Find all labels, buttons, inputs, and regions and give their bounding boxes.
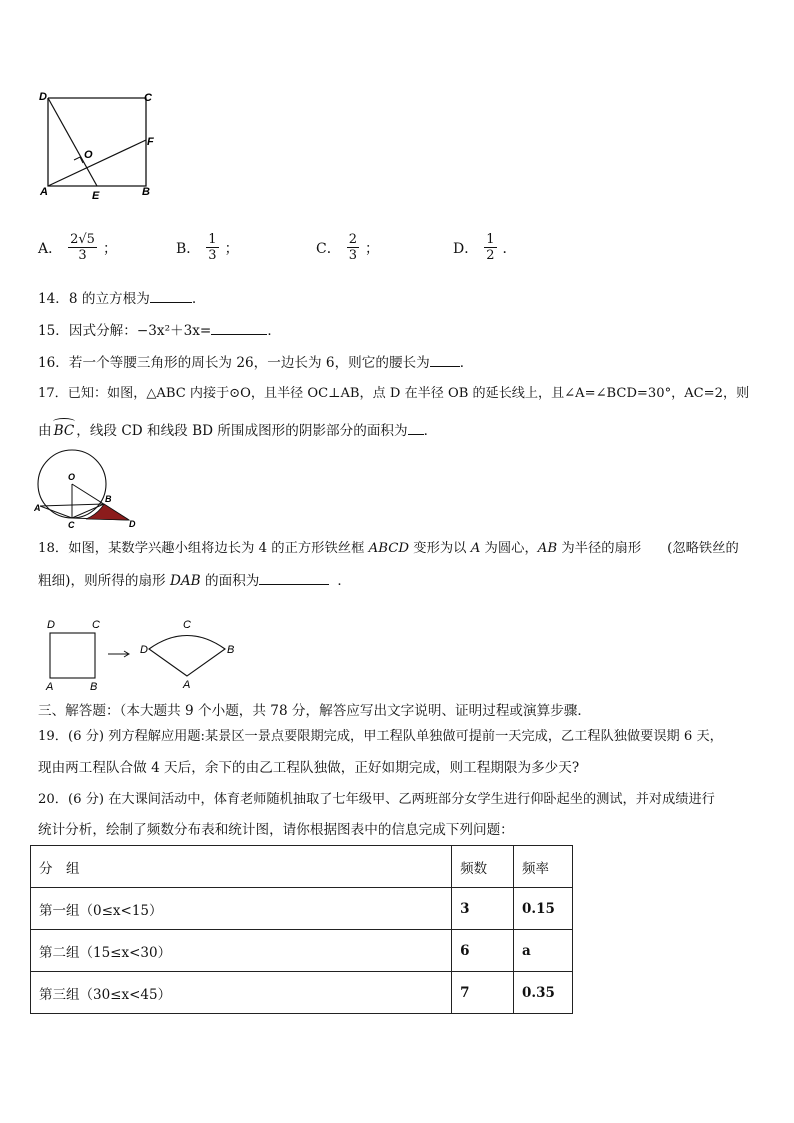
square-outline — [48, 98, 146, 186]
question-18-text-g: 的面积为 — [200, 573, 260, 589]
question-17-text: ，线段 CD 和线段 BD 所围成图形的阴影部分的面积为 — [76, 423, 408, 439]
arc-BC — [52, 421, 77, 441]
question-18-text-b: 变形为以 — [409, 541, 471, 556]
sector-label-B: B — [227, 644, 235, 656]
label-B: B — [142, 186, 150, 198]
option-b-end: ； — [224, 240, 239, 257]
shaded-region — [86, 504, 129, 520]
option-a-end: ； — [102, 240, 117, 257]
square-label-B: B — [90, 681, 98, 693]
label-C: C — [144, 92, 152, 104]
question-20-line-1: 20．(6 分) 在大课间活动中，体育老师随机抽取了七年级甲、乙两班部分女学生进行仰卧起坐的测试，并对成绩进行 — [38, 792, 715, 807]
question-19-line-2: 现由两工程队合做 4 天后，余下的由乙工程队独做，正好如期完成，则工程期限为多少天? — [38, 760, 580, 776]
question-18-text-f: 粗细)，则所得的扇形 — [38, 573, 170, 589]
table-header-row — [31, 846, 573, 888]
sector-label-D: D — [140, 644, 148, 656]
label-O: O — [84, 149, 93, 161]
question-17-line-2 — [38, 420, 437, 441]
label-A: A — [34, 503, 41, 513]
answer-blank-16[interactable] — [430, 352, 460, 367]
sector-label-A: A — [183, 679, 191, 691]
option-b-letter: B． — [176, 240, 201, 257]
segment-AF — [48, 140, 146, 186]
label-D: D — [129, 519, 136, 529]
option-d-numerator: 1 — [486, 232, 495, 247]
header-rate: 频率 — [514, 846, 573, 888]
question-20-line-2: 统计分析，绘制了频数分布表和统计图，请你根据图表中的信息完成下列问题： — [38, 822, 514, 838]
label-O: O — [68, 472, 76, 482]
dab-label: DAB — [169, 573, 201, 589]
question-18-text-a: 18．如图，某数学兴趣小组将边长为 4 的正方形铁丝框 — [38, 541, 369, 556]
arc-BC-label: BC — [53, 423, 75, 439]
label-E: E — [92, 190, 100, 202]
segment-AC — [40, 506, 72, 518]
table-cell-frequency: 7 — [452, 972, 514, 1014]
table-row — [31, 930, 573, 972]
question-15 — [38, 320, 281, 341]
option-d-end: ． — [502, 240, 517, 257]
question-18-text-e: (忽略铁丝的 — [667, 541, 739, 556]
square-to-sector-figure — [38, 614, 238, 694]
option-b[interactable] — [176, 232, 239, 263]
square-label-A: A — [46, 681, 54, 693]
question-14-end: . — [191, 291, 197, 307]
question-17-prefix: 由 — [38, 423, 52, 439]
answer-blank-18[interactable] — [259, 570, 329, 585]
question-18-text-c: 为圆心， — [480, 541, 538, 556]
question-17-line-1: 17．已知：如图，△ABC 内接于⊙O，且半径 OC⊥AB，点 D 在半径 OB 的延长线上，且∠A=∠BCD=30°，AC=2，则 — [38, 386, 750, 401]
question-16-end: ． — [459, 355, 474, 371]
question-16 — [38, 352, 473, 373]
arc-BC-mark — [53, 418, 76, 425]
answer-blank-14[interactable] — [150, 288, 192, 303]
question-18-text-d: 为半径的扇形 — [557, 541, 642, 556]
question-14 — [38, 288, 196, 309]
label-A: A — [40, 186, 48, 198]
option-d[interactable] — [453, 232, 517, 263]
table-row — [31, 972, 573, 1014]
answer-blank-15[interactable] — [211, 320, 267, 335]
table-cell-group: 第二组（15≤x<30） — [31, 930, 452, 972]
option-b-fraction — [206, 232, 218, 263]
header-group: 分 组 — [31, 846, 452, 888]
option-d-letter: D． — [453, 240, 479, 257]
circle-figure-q17 — [34, 448, 142, 534]
question-15-text: 15．因式分解：−3x²＋3x= — [38, 323, 212, 339]
table-cell-frequency: 6 — [452, 930, 514, 972]
option-d-denominator: 2 — [486, 248, 495, 263]
question-18-end: ． — [337, 573, 351, 589]
label-D: D — [39, 91, 47, 103]
table-row — [31, 888, 573, 930]
option-c-end: ； — [365, 240, 379, 257]
option-c-denominator: 3 — [348, 248, 357, 263]
question-15-end: ． — [267, 323, 281, 339]
option-a[interactable] — [38, 232, 117, 263]
label-B: B — [105, 494, 112, 504]
question-17-end: ． — [423, 423, 438, 439]
square-label-C: C — [92, 619, 100, 631]
table-cell-rate: 0.15 — [514, 888, 573, 930]
option-b-numerator: 1 — [208, 232, 217, 247]
table-cell-rate: 0.35 — [514, 972, 573, 1014]
option-b-denominator: 3 — [208, 248, 217, 263]
option-a-fraction — [68, 232, 97, 263]
sector-label-C: C — [183, 619, 191, 631]
option-c-letter: C． — [316, 240, 341, 257]
square-figure-q13 — [36, 88, 166, 203]
option-a-letter: A． — [38, 240, 63, 257]
question-16-text: 16．若一个等腰三角形的周长为 26，一边长为 6，则它的腰长为 — [38, 355, 430, 371]
table-cell-group: 第三组（30≤x<45） — [31, 972, 452, 1014]
answer-blank-17[interactable] — [408, 420, 424, 435]
option-c[interactable] — [316, 232, 379, 263]
abcd-label: ABCD — [368, 541, 410, 556]
label-C: C — [68, 520, 75, 530]
option-c-fraction — [347, 232, 359, 263]
segment-DE — [48, 98, 97, 186]
option-a-denominator: 3 — [78, 248, 87, 263]
sector-DAB — [149, 636, 225, 677]
option-c-numerator: 2 — [348, 232, 357, 247]
frequency-table — [30, 845, 573, 1014]
section-3-heading: 三、解答题：（本大题共 9 个小题，共 78 分，解答应写出文字说明、证明过程或演算步骤． — [38, 703, 591, 719]
table-cell-rate: a — [514, 930, 573, 972]
table-cell-group: 第一组（0≤x<15） — [31, 888, 452, 930]
header-frequency: 频数 — [452, 846, 514, 888]
option-d-fraction — [484, 232, 496, 263]
question-18-line-1 — [38, 539, 739, 559]
option-a-numerator: 2√5 — [70, 232, 95, 247]
a-label: A — [470, 541, 481, 556]
square-ABCD — [50, 633, 95, 678]
table-cell-frequency: 3 — [452, 888, 514, 930]
question-19-line-1: 19．(6 分) 列方程解应用题:某景区一景点要限期完成，甲工程队单独做可提前一天完成，乙工程队独做要误期 6 天， — [38, 729, 723, 744]
question-18-line-2 — [38, 570, 351, 591]
question-14-text: 14．8 的立方根为 — [38, 291, 150, 307]
ab-label: AB — [537, 541, 558, 556]
square-label-D: D — [47, 619, 55, 631]
label-F: F — [147, 136, 154, 148]
